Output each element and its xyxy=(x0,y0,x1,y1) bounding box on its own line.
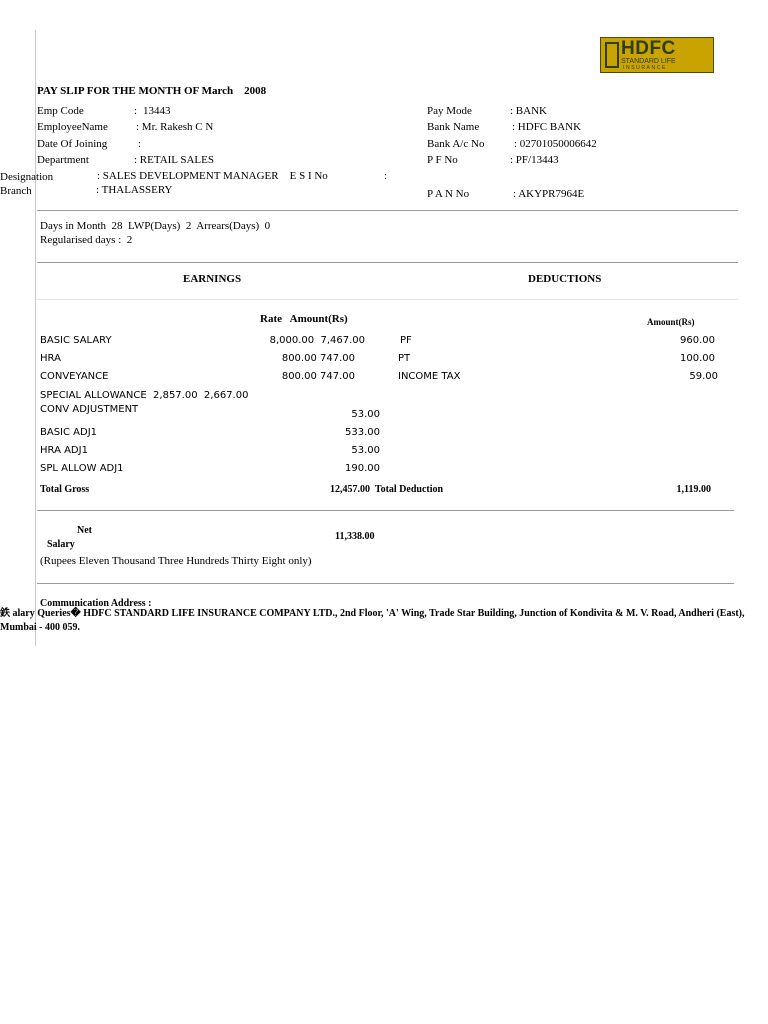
emp-code-label: Emp Code xyxy=(37,105,84,117)
earning-label: SPL ALLOW ADJ1 xyxy=(40,463,124,474)
divider-5 xyxy=(37,583,734,584)
esi-number-separator: : xyxy=(384,170,388,182)
logo-subtagline: INSURANCE xyxy=(623,65,667,71)
department-value: : RETAIL SALES xyxy=(134,154,214,166)
earning-label: SPECIAL ALLOWANCE 2,857.00 2,667.00 xyxy=(40,390,249,401)
net-salary-label-line1: Net xyxy=(77,525,92,536)
logo-tagline: STANDARD LIFE xyxy=(621,58,676,65)
hdfc-standard-life-logo xyxy=(600,37,714,73)
employee-name-value: : Mr. Rakesh C N xyxy=(136,121,214,133)
designation-label: Designation xyxy=(0,171,54,183)
date-of-joining-value: : xyxy=(138,138,142,150)
pf-number-label: P F No xyxy=(427,154,458,166)
logo-mark-icon xyxy=(605,42,619,68)
total-gross-label: Total Gross xyxy=(40,484,90,495)
earning-label: CONV ADJUSTMENT xyxy=(40,404,139,415)
net-salary-label-line2: Salary xyxy=(47,539,75,550)
communication-address-text: 鉄 alary Queries� HDFC STANDARD LIFE INSURANCE COMPANY LTD., 2nd Floor, 'A' Wing, Trade Star Building, Junction of Kondivita & M. V. Road, Andheri (East), Mumbai - 400 059. xyxy=(0,608,745,633)
deductions-heading: DEDUCTIONS xyxy=(528,273,602,285)
regularised-days: Regularised days : 2 xyxy=(40,234,133,246)
employee-name-label: EmployeeName xyxy=(37,121,108,133)
divider-4 xyxy=(37,510,734,511)
payslip-title: PAY SLIP FOR THE MONTH OF March 2008 xyxy=(37,85,267,97)
deduction-label: PF xyxy=(400,335,412,346)
earning-label: HRA xyxy=(40,353,61,364)
earning-amount: 8,000.00 7,467.00 xyxy=(269,335,365,346)
emp-code-separator: : xyxy=(134,105,138,117)
pan-number-value: : AKYPR7964E xyxy=(513,188,585,200)
emp-code-value: 13443 xyxy=(143,105,171,117)
bank-account-label: Bank A/c No xyxy=(427,138,485,150)
earning-label: BASIC SALARY xyxy=(40,335,112,346)
earning-amount: 533.00 xyxy=(345,427,380,438)
earning-amount: 53.00 xyxy=(351,445,380,456)
pay-mode-label: Pay Mode xyxy=(427,105,472,117)
divider-3 xyxy=(37,299,738,300)
days-summary: Days in Month 28 LWP(Days) 2 Arrears(Days) 0 xyxy=(40,220,271,232)
earning-label: CONVEYANCE xyxy=(40,371,109,382)
pay-mode-value: : BANK xyxy=(510,105,547,117)
total-deduction-value: 1,119.00 xyxy=(676,484,711,495)
earning-amount: 190.00 xyxy=(345,463,380,474)
designation-value: : SALES DEVELOPMENT MANAGER E S I No xyxy=(97,170,328,182)
divider-1 xyxy=(37,210,738,211)
deduction-label: INCOME TAX xyxy=(398,371,461,382)
logo-wordmark: HDFC xyxy=(621,38,676,59)
earning-label: BASIC ADJ1 xyxy=(40,427,98,438)
earning-amount: 800.00 747.00 xyxy=(281,353,355,364)
branch-value: : THALASSERY xyxy=(96,184,173,196)
pf-number-value: : PF/13443 xyxy=(510,154,559,166)
bank-name-label: Bank Name xyxy=(427,121,480,133)
net-salary-in-words: (Rupees Eleven Thousand Three Hundreds Thirty Eight only) xyxy=(40,555,312,567)
date-of-joining-label: Date Of Joining xyxy=(37,138,108,150)
left-margin-rule xyxy=(35,30,36,646)
net-salary-value: 11,338.00 xyxy=(335,531,375,542)
earnings-column-header: Rate Amount(Rs) xyxy=(260,313,348,325)
earnings-heading: EARNINGS xyxy=(183,273,242,285)
branch-label: Branch xyxy=(0,185,32,197)
earning-label: HRA ADJ1 xyxy=(40,445,88,456)
deduction-amount: 100.00 xyxy=(680,353,715,364)
deduction-amount: 59.00 xyxy=(689,371,718,382)
department-label: Department xyxy=(37,154,89,166)
total-gross-value: 12,457.00 Total Deduction xyxy=(330,484,444,495)
communication-address-heading: Communication Address : xyxy=(40,598,152,609)
deductions-column-header: Amount(Rs) xyxy=(647,317,695,327)
bank-name-value: : HDFC BANK xyxy=(512,121,582,133)
earning-amount: 53.00 xyxy=(351,409,380,420)
earning-amount: 800.00 747.00 xyxy=(281,371,355,382)
bank-account-value: : 02701050006642 xyxy=(514,138,597,150)
pan-number-label: P A N No xyxy=(427,188,470,200)
divider-2 xyxy=(37,262,738,263)
deduction-amount: 960.00 xyxy=(680,335,715,346)
deduction-label: PT xyxy=(398,353,411,364)
